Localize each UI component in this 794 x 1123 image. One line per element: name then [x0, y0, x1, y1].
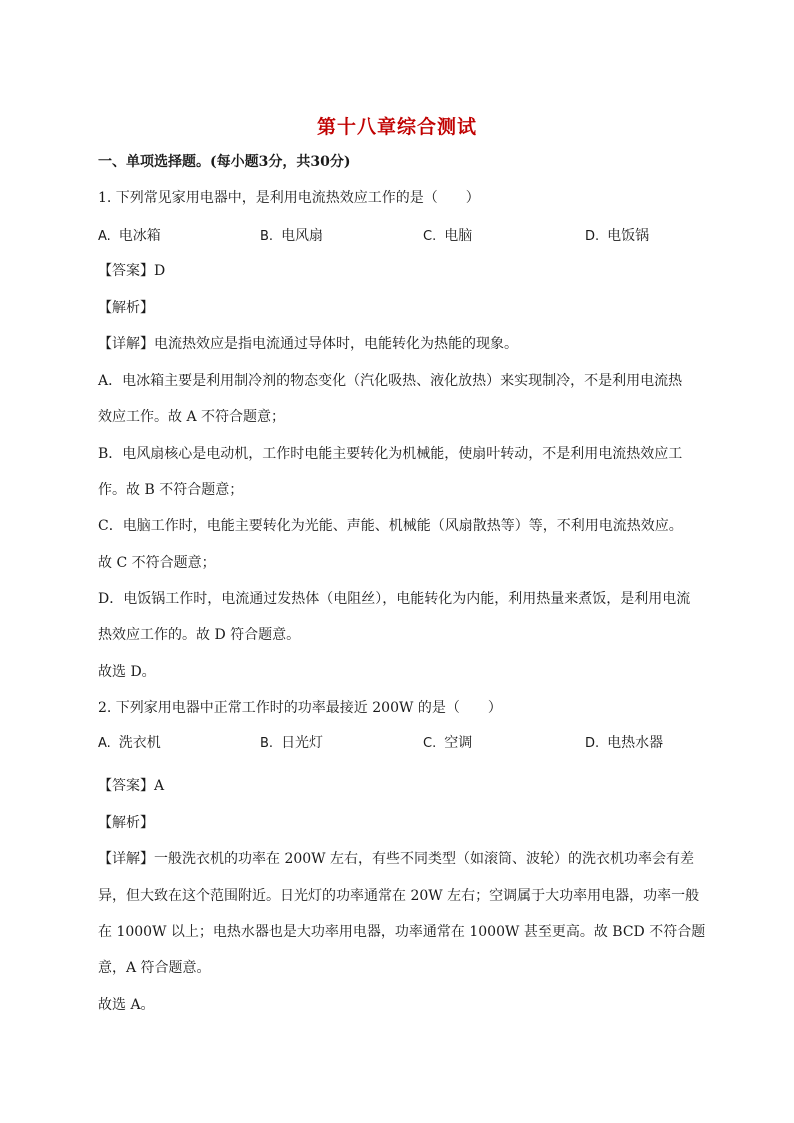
option-text: 电风扇 — [281, 228, 324, 244]
option-text: 电饭锅 — [607, 228, 650, 244]
q1-detail-line: D．电饭锅工作时，电流通过发热体（电阻丝），电能转化为内能，利用热量来煮饭，是利用电流 — [98, 591, 691, 607]
question-1-stem: 1. 下列常见家用电器中，是利用电流热效应工作的是（ ） — [98, 190, 480, 206]
option-letter: C. — [423, 229, 437, 244]
q2-detail-line: 【详解】一般洗衣机的功率在 200W 左右，有些不同类型（如滚筒、波轮）的洗衣机功率会有差 — [98, 851, 695, 867]
q1-detail-line: C．电脑工作时，电能主要转化为光能、声能、机械能（风扇散热等）等，不利用电流热效应。 — [98, 518, 683, 534]
q1-detail-line: A．电冰箱主要是利用制冷剂的物态变化（汽化吸热、液化放热）来实现制冷，不是利用电流热 — [98, 373, 683, 389]
q1-answer: 【答案】D — [98, 263, 166, 279]
option-text: 日光灯 — [281, 735, 324, 751]
q2-analysis-label: 【解析】 — [98, 815, 154, 831]
q2-answer: 【答案】A — [98, 778, 165, 794]
q1-detail-line: 故 C 不符合题意； — [98, 555, 216, 571]
option-text: 电脑 — [444, 228, 473, 244]
q1-analysis-label: 【解析】 — [98, 300, 154, 316]
section-heading: 一、单项选择题。(每小题3分，共30分) — [98, 154, 351, 170]
q2-option-d — [585, 733, 663, 754]
q1-option-c — [423, 226, 472, 247]
q1-detail-line: B．电风扇核心是电动机，工作时电能主要转化为机械能，使扇叶转动，不是利用电流热效应工 — [98, 446, 683, 462]
q1-option-a — [98, 226, 161, 247]
q1-detail-line: 作。故 B 不符合题意； — [98, 482, 244, 498]
option-letter: C. — [423, 736, 437, 751]
option-letter: A. — [98, 229, 111, 244]
q2-detail-line: 在 1000W 以上；电热水器也是大功率用电器，功率通常在 1000W 甚至更高。故 BCD 不符合题 — [98, 924, 706, 940]
page-title: 第十八章综合测试 — [316, 116, 477, 138]
option-letter: A. — [98, 736, 111, 751]
q1-detail-line: 效应工作。故 A 不符合题意； — [98, 409, 286, 425]
q1-detail-line: 【详解】电流热效应是指电流通过导体时，电能转化为热能的现象。 — [98, 336, 518, 352]
q1-option-b — [260, 226, 323, 247]
q2-conclusion: 故选 A。 — [98, 997, 155, 1013]
q2-detail-line: 意，A 符合题意。 — [98, 960, 211, 976]
question-2-stem: 2. 下列家用电器中正常工作时的功率最接近 200W 的是（ ） — [98, 700, 502, 716]
option-letter: D. — [585, 229, 600, 244]
option-text: 洗衣机 — [118, 735, 161, 751]
q2-detail-line: 异，但大致在这个范围附近。日光灯的功率通常在 20W 左右；空调属于大功率用电器，功率一般 — [98, 888, 700, 904]
q2-option-c — [423, 733, 472, 754]
q1-conclusion: 故选 D。 — [98, 664, 156, 680]
q2-option-a — [98, 733, 161, 754]
option-letter: D. — [585, 736, 600, 751]
option-letter: B. — [260, 736, 274, 751]
option-text: 电热水器 — [607, 735, 664, 751]
option-text: 空调 — [444, 735, 473, 751]
q1-option-d — [585, 226, 649, 247]
option-letter: B. — [260, 229, 274, 244]
option-text: 电冰箱 — [118, 228, 161, 244]
q2-option-b — [260, 733, 323, 754]
q1-detail-line: 热效应工作的。故 D 符合题意。 — [98, 627, 301, 643]
